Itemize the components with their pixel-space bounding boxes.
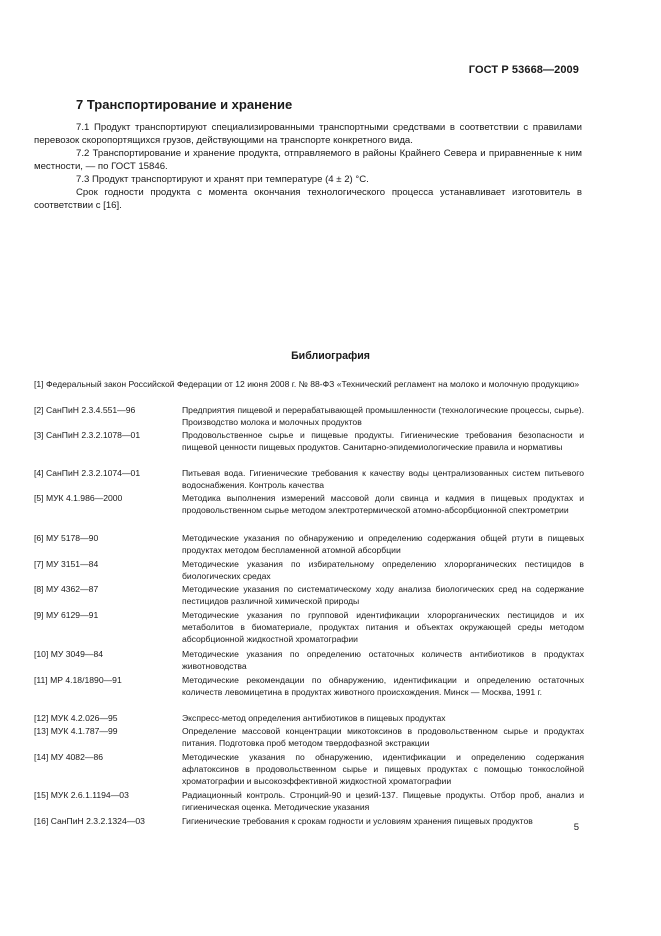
bibliography-description: Методические указания по обнаружению и определению содержания общей ртути в пищевых продуктах методом беспламенной атомной абсорбции	[182, 533, 584, 556]
bibliography-code: [2] СанПиН 2.3.4.551—96	[34, 405, 136, 415]
bibliography-code: [14] МУ 4082—86	[34, 752, 103, 762]
bibliography-title: Библиография	[291, 350, 370, 362]
bibliography-description: Гигиенические требования к срокам годности и условиям хранения пищевых продуктов	[182, 816, 533, 826]
bibliography-code: [4] СанПиН 2.3.2.1074—01	[34, 468, 141, 478]
section-title: 7 Транспортирование и хранение	[76, 97, 293, 112]
bibliography-description: Определение массовой концентрации микотоксинов в продовольственном сырье и продуктах питания. Подготовка проб методом твердофазной экстракции	[182, 726, 584, 749]
bibliography-description: Методические указания по систематическому ходу анализа биологических сред на содержание пестицидов различной химической природы	[182, 584, 584, 607]
bibliography-entry	[34, 378, 584, 390]
bibliography-description: Методические рекомендации по обнаружению, идентификации и определению остаточных количеств левомицетина в продуктах животного происхождения. Минск — Москва, 1991 г.	[182, 675, 584, 698]
bibliography-code: [8] МУ 4362—87	[34, 584, 99, 594]
bibliography-code: [12] МУК 4.2.026—95	[34, 713, 118, 723]
bibliography-code: [7] МУ 3151—84	[34, 559, 99, 569]
bibliography-code: [6] МУ 5178—90	[34, 533, 99, 543]
bibliography-code: [11] МР 4.18/1890—91	[34, 675, 122, 685]
bibliography-description: Методика выполнения измерений массовой доли свинца и кадмия в пищевых продуктах и продовольственном сырье методом электротермической атомно-абсорбционной спектрометрии	[182, 493, 584, 516]
bibliography-code: [10] МУ 3049—84	[34, 649, 103, 659]
paragraph-7-2: 7.2 Транспортирование и хранение продукта, отправляемого в районы Крайнего Севера и приравненные к ним местности, — по ГОСТ 15846.	[34, 148, 582, 172]
bibliography-code: [16] СанПиН 2.3.2.1324—03	[34, 816, 145, 826]
page-number: 5	[573, 822, 579, 833]
bibliography-description: Питьевая вода. Гигиенические требования к качеству воды централизованных систем питьевого водоснабжения. Контроль качества	[182, 468, 584, 491]
document-header: ГОСТ Р 53668—2009	[468, 64, 579, 76]
bibliography-code: [15] МУК 2.6.1.1194—03	[34, 790, 129, 800]
bibliography-description: Предприятия пищевой и перерабатывающей промышленности (технологические процессы, сырье). Производство молока и молочных продуктов	[182, 405, 584, 428]
bibliography-code: [3] СанПиН 2.3.2.1078—01	[34, 430, 141, 440]
paragraph-shelf-life: Срок годности продукта с момента окончания технологического процесса устанавливает изготовитель в соответствии с [16].	[34, 187, 582, 211]
bibliography-description: Радиационный контроль. Стронций-90 и цезий-137. Пищевые продукты. Отбор проб, анализ и гигиеническая оценка. Методические указания	[182, 790, 584, 813]
bibliography-entry-text: [1] Федеральный закон Российской Федерации от 12 июня 2008 г. № 88-ФЗ «Технический регламент на молоко и молочную продукцию»	[34, 379, 580, 389]
paragraph-7-3: 7.3 Продукт транспортируют и хранят при температуре (4 ± 2) °С.	[76, 174, 369, 185]
bibliography-code: [5] МУК 4.1.986—2000	[34, 493, 123, 503]
bibliography-description: Методические указания по избирательному определению хлорорганических пестицидов в биологических средах	[182, 559, 584, 582]
bibliography-description: Продовольственное сырье и пищевые продукты. Гигиенические требования безопасности и пищевой ценности пищевых продуктов. Санитарно-эпидемиологические правила и нормативы	[182, 430, 584, 453]
bibliography-description: Методические указания по групповой идентификации хлорорганических пестицидов и их метаболитов в биоматериале, продуктах питания и объектах окружающей среды методом абсорбционной жидкостной хроматографии	[182, 610, 584, 645]
bibliography-code: [13] МУК 4.1.787—99	[34, 726, 118, 736]
bibliography-description: Методические указания по определению остаточных количеств антибиотиков в продуктах животноводства	[182, 649, 584, 672]
paragraph-7-1: 7.1 Продукт транспортируют специализированными транспортными средствами в соответствии с правилами перевозок скоропортящихся грузов, действующими на транспорте конкретного вида.	[34, 122, 582, 146]
bibliography-code: [9] МУ 6129—91	[34, 610, 99, 620]
bibliography-description: Экспресс-метод определения антибиотиков в пищевых продуктах	[182, 713, 446, 723]
bibliography-description: Методические указания по обнаружению, идентификации и определению содержания афлатоксинов в продовольственном сырье и пищевых продуктах с помощью тонкослойной хроматографии и высокоэффективной жидкостной хроматографии	[182, 752, 584, 787]
